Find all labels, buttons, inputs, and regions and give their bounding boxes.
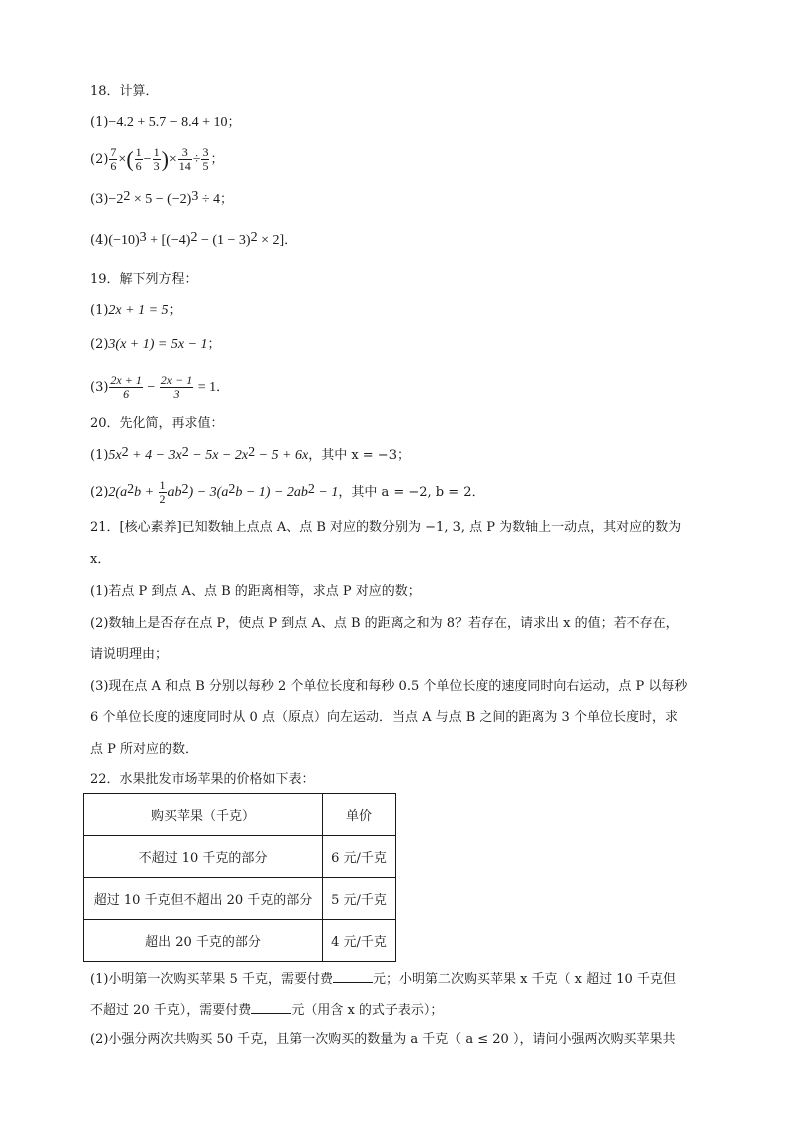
q22-p1-text: 不超过 20 千克），需要付费: [90, 1003, 252, 1018]
expr-text: + 4 − 3x: [128, 448, 182, 463]
table-cell: 6 元/千克: [323, 836, 396, 878]
answer-blank[interactable]: [333, 968, 373, 983]
frac-numerator: 1: [153, 145, 160, 159]
exponent: 2: [121, 445, 129, 460]
q21-line2: x．: [90, 552, 111, 567]
q18-p1-label: (1): [90, 115, 109, 130]
q19-p1-label: (1): [90, 303, 109, 318]
frac-denominator: 6: [123, 387, 130, 401]
q18-p3-label: (3): [90, 192, 109, 207]
table-header-cell: 单价: [323, 794, 396, 836]
frac-denominator: 3: [173, 387, 180, 401]
q19-p2-label: (2): [90, 337, 109, 352]
q18-p2-frac3: [153, 146, 161, 173]
frac-numerator: 2x + 1: [110, 373, 142, 387]
q18-p2-label: (2): [90, 152, 109, 167]
expr-text: −2: [108, 192, 124, 207]
price-table: [83, 793, 396, 962]
expr-text: ab: [167, 485, 182, 500]
exponent: 3: [191, 189, 199, 204]
q20-p2-end: ．: [471, 485, 485, 500]
q20-part1: [90, 446, 410, 466]
q21-part2-line1: (2)数轴上是否存在点 P，使点 P 到点 A、点 B 的距离之和为 8？若存在，请求出 x 的值；若不存在，: [90, 616, 679, 631]
q20-part2: [90, 476, 485, 510]
table-row: [84, 878, 396, 920]
q19-p3-frac2: [160, 374, 193, 401]
frac-denominator: 2: [159, 492, 166, 506]
q18-part1: [90, 113, 241, 133]
q20-p2-condition: ，其中 a = −2, b = 2: [338, 485, 472, 500]
expr-text: ÷ 4: [198, 192, 221, 207]
exponent: 2: [190, 230, 198, 245]
q19-p3-label: (3): [90, 380, 109, 395]
q21-part3-line1: (3)现在点 A 和点 B 分别以每秒 2 个单位长度和每秒 0.5 个单位长度的速度同时向右运动，点 P 以每秒: [90, 679, 688, 694]
exponent: 3: [139, 230, 147, 245]
q21-part3-line2: 6 个单位长度的速度同时从 0 点（原点）向左运动．当点 A 与点 B 之间的距离为 3 个单位长度时，求: [90, 710, 678, 725]
q21-part1: (1)若点 P 到点 A、点 B 的距离相等，求点 P 对应的数；: [90, 584, 421, 599]
q22-p1-text: 元；小明第二次购买苹果 x 千克（ x 超过 10 千克但: [372, 972, 676, 987]
table-cell: 不超过 10 千克的部分: [84, 836, 323, 878]
q22-part1-line1: [90, 968, 676, 990]
table-cell: 超出 20 千克的部分: [84, 920, 323, 962]
frac-denominator: 5: [202, 159, 209, 173]
q20-p2-frac: [159, 479, 167, 506]
q18-p4-end: ．: [284, 233, 298, 248]
q18-p1-sep: ；: [227, 115, 241, 130]
q22-title: 22．水果批发市场苹果的价格如下表：: [90, 772, 315, 787]
frac-numerator: 3: [178, 146, 192, 160]
frac-numerator: 1: [135, 145, 142, 159]
q20-title: 20．先化简，再求值：: [90, 416, 224, 431]
q19-part1: [90, 301, 182, 321]
exponent: 2: [250, 230, 258, 245]
equation: 2x + 1 = 5: [108, 303, 169, 318]
q20-p1-sep: ；: [396, 448, 410, 463]
table-cell: 5 元/千克: [323, 878, 396, 920]
q18-p1-expr: −4.2 + 5.7 − 8.4 + 10: [108, 115, 228, 130]
equation: 3(x + 1) = 5x − 1: [108, 337, 208, 352]
q22-p1-text: (1)小明第一次购买苹果 5 千克，需要付费: [90, 972, 333, 987]
table-header-cell: 购买苹果（千克）: [84, 794, 323, 836]
q19-p3-end: ．: [216, 380, 230, 395]
expr-text: ) − 3(a: [188, 485, 229, 500]
q19-title: 19．解下列方程：: [90, 272, 198, 287]
expr-text: × 2]: [257, 233, 285, 248]
q18-p2-frac1: [109, 146, 117, 173]
frac-denominator: 6: [110, 159, 117, 173]
q18-p2-sep: ；: [210, 152, 224, 167]
q19-p1-sep: ；: [168, 303, 182, 318]
expr-text: b +: [134, 485, 158, 500]
q18-p3-sep: ；: [220, 192, 234, 207]
frac-numerator: 1: [159, 478, 166, 492]
paren-close: ): [161, 146, 169, 172]
q19-p3-frac1: [109, 374, 142, 401]
q18-part3: [90, 190, 233, 210]
q22-part2: (2)小强分两次共购买 50 千克，且第一次购买的数量为 a 千克（ a ≤ 20 ），请问小强两次购买苹果共: [90, 1032, 676, 1047]
expr-text: − 5x − 2x: [188, 448, 249, 463]
minus-sign: −: [143, 380, 159, 395]
expr-text: − 5 + 6x: [255, 448, 309, 463]
answer-blank[interactable]: [251, 999, 291, 1014]
q22-part1-line2: [90, 999, 443, 1021]
expr-text: 5x: [108, 448, 122, 463]
q18-p4-label: (4): [90, 233, 109, 248]
times-sign: ×: [168, 152, 177, 167]
q18-part2: [90, 144, 224, 176]
q21-part2-line2: 请说明理由；: [90, 647, 169, 662]
expr-text: b − 1) − 2ab: [235, 485, 308, 500]
q19-part3: [90, 371, 229, 405]
q21-line1: 21．[核心素养]已知数轴上点点 A、点 B 对应的数分别为 −1, 3, 点 P 为数轴上一动点，其对应的数为: [90, 520, 682, 535]
exponent: 2: [228, 482, 236, 497]
q19-part2: [90, 335, 221, 355]
exponent: 2: [248, 445, 256, 460]
q18-p2-frac2: [135, 146, 143, 173]
frac-numerator: 3: [202, 145, 209, 159]
q18-p2-frac4: [178, 146, 192, 173]
equals-one: = 1: [194, 380, 217, 395]
q21-part3-line3: 点 P 所对应的数．: [90, 742, 199, 757]
times-sign: ×: [118, 152, 127, 167]
q18-p2-frac5: [201, 146, 209, 173]
table-row: [84, 920, 396, 962]
exponent: 2: [181, 482, 189, 497]
exponent: 2: [307, 482, 315, 497]
minus-sign: −: [143, 152, 152, 167]
exponent: 2: [123, 189, 131, 204]
q20-p1-condition: ，其中 x = −3: [308, 448, 397, 463]
q22-p1-text: 元（用含 x 的式子表示）；: [291, 1003, 444, 1018]
table-cell: 超过 10 千克但不超出 20 千克的部分: [84, 878, 323, 920]
q19-p2-sep: ；: [207, 337, 221, 352]
frac-denominator: 14: [178, 159, 191, 173]
table-cell: 4 元/千克: [323, 920, 396, 962]
q18-part4: [90, 231, 297, 251]
exponent: 2: [127, 482, 135, 497]
frac-denominator: 6: [135, 159, 142, 173]
paren-open: (: [126, 146, 134, 172]
expr-text: × 5 − (−2): [130, 192, 192, 207]
expr-text: + [(−4): [146, 233, 191, 248]
q18-title: 18．计算．: [90, 84, 159, 99]
frac-numerator: 7: [110, 145, 117, 159]
expr-text: (−10): [108, 233, 140, 248]
exponent: 2: [181, 445, 189, 460]
table-row: [84, 836, 396, 878]
divide-sign: ÷: [192, 152, 201, 167]
expr-text: − 1: [314, 485, 339, 500]
table-header-row: [84, 794, 396, 836]
q20-p1-label: (1): [90, 448, 109, 463]
frac-denominator: 3: [153, 159, 160, 173]
frac-numerator: 2x − 1: [160, 373, 193, 387]
expr-text: − (1 − 3): [197, 233, 251, 248]
q20-p2-label: (2): [90, 485, 109, 500]
expr-text: 2(a: [108, 485, 128, 500]
